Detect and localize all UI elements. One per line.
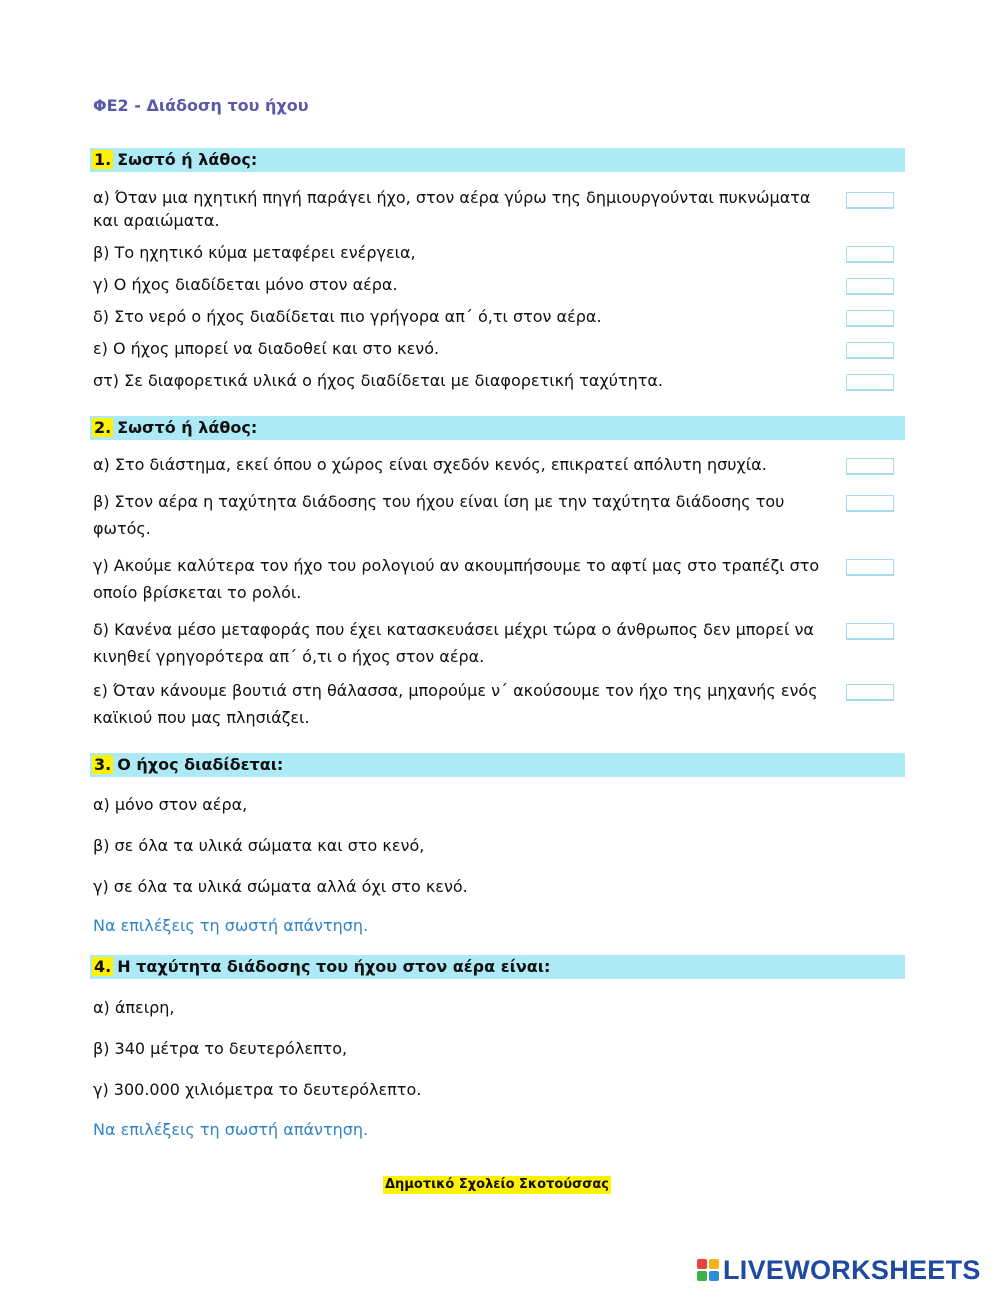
logo-text: LIVEWORKSHEETS [723, 1254, 981, 1285]
option: γ) σε όλα τα υλικά σώματα αλλά όχι στο κενό. [93, 877, 468, 896]
section-4-header [90, 955, 905, 979]
section-number: 1. [94, 150, 112, 169]
instruction: Να επιλέξεις τη σωστή απάντηση. [93, 1120, 369, 1139]
section-heading: Σωστό ή λάθος: [117, 418, 258, 437]
statement: ε) Όταν κάνουμε βουτιά στη θάλασσα, μπορούμε ν΄ ακούσουμε τον ήχο της μηχανής ενός καϊκιού που μας πλησιάζει. [93, 681, 818, 727]
answer-box[interactable] [846, 623, 894, 640]
option: α) μόνο στον αέρα, [93, 795, 248, 814]
section-number: 3. [94, 755, 112, 774]
answer-box[interactable] [846, 374, 894, 391]
section-2-header [90, 416, 905, 440]
instruction: Να επιλέξεις τη σωστή απάντηση. [93, 916, 369, 935]
logo-blocks-icon [697, 1259, 719, 1281]
logo-block [697, 1259, 707, 1269]
liveworksheets-logo [697, 1255, 981, 1285]
answer-box[interactable] [846, 684, 894, 701]
answer-box[interactable] [846, 310, 894, 327]
statement: β) Το ηχητικό κύμα μεταφέρει ενέργεια, [93, 243, 416, 262]
logo-block [709, 1271, 719, 1281]
option: β) σε όλα τα υλικά σώματα και στο κενό, [93, 836, 425, 855]
statement: α) Όταν μια ηχητική πηγή παράγει ήχο, στον αέρα γύρω της δημιουργούνται πυκνώματα και αραιώματα. [93, 188, 811, 230]
answer-box[interactable] [846, 495, 894, 512]
answer-box[interactable] [846, 559, 894, 576]
answer-box[interactable] [846, 458, 894, 475]
section-3-header [90, 753, 905, 777]
logo-block [709, 1259, 719, 1269]
answer-box[interactable] [846, 192, 894, 209]
option: β) 340 μέτρα το δευτερόλεπτο, [93, 1039, 348, 1058]
page-title: ΦΕ2 - Διάδοση του ήχου [93, 96, 309, 115]
option: α) άπειρη, [93, 998, 175, 1017]
statement: δ) Κανένα μέσο μεταφοράς που έχει κατασκευάσει μέχρι τώρα ο άνθρωπος δεν μπορεί να κινηθεί γρηγορότερα απ΄ ό,τι ο ήχος στον αέρα. [93, 620, 814, 666]
section-heading: Ο ήχος διαδίδεται: [117, 755, 284, 774]
answer-box[interactable] [846, 342, 894, 359]
school-name: Δημοτικό Σχολείο Σκοτούσσας [385, 1177, 609, 1192]
section-number: 2. [94, 418, 112, 437]
statement: γ) Ακούμε καλύτερα τον ήχο του ρολογιού αν ακουμπήσουμε το αφτί μας στο τραπέζι στο οποίο βρίσκεται το ρολόι. [93, 556, 820, 602]
statement: στ) Σε διαφορετικά υλικά ο ήχος διαδίδεται με διαφορετική ταχύτητα. [93, 371, 663, 390]
statement: δ) Στο νερό ο ήχος διαδίδεται πιο γρήγορα απ΄ ό,τι στον αέρα. [93, 307, 602, 326]
answer-box[interactable] [846, 278, 894, 295]
section-heading: Η ταχύτητα διάδοσης του ήχου στον αέρα είναι: [117, 957, 551, 976]
section-number: 4. [94, 957, 112, 976]
option: γ) 300.000 χιλιόμετρα το δευτερόλεπτο. [93, 1080, 422, 1099]
answer-box[interactable] [846, 246, 894, 263]
statement: γ) Ο ήχος διαδίδεται μόνο στον αέρα. [93, 275, 398, 294]
section-1-header [90, 148, 905, 172]
logo-block [697, 1271, 707, 1281]
statement: ε) Ο ήχος μπορεί να διαδοθεί και στο κενό. [93, 339, 440, 358]
statement: α) Στο διάστημα, εκεί όπου ο χώρος είναι σχεδόν κενός, επικρατεί απόλυτη ησυχία. [93, 455, 767, 474]
section-heading: Σωστό ή λάθος: [117, 150, 258, 169]
statement: β) Στον αέρα η ταχύτητα διάδοσης του ήχου είναι ίση με την ταχύτητα διάδοσης του φωτός. [93, 492, 785, 538]
